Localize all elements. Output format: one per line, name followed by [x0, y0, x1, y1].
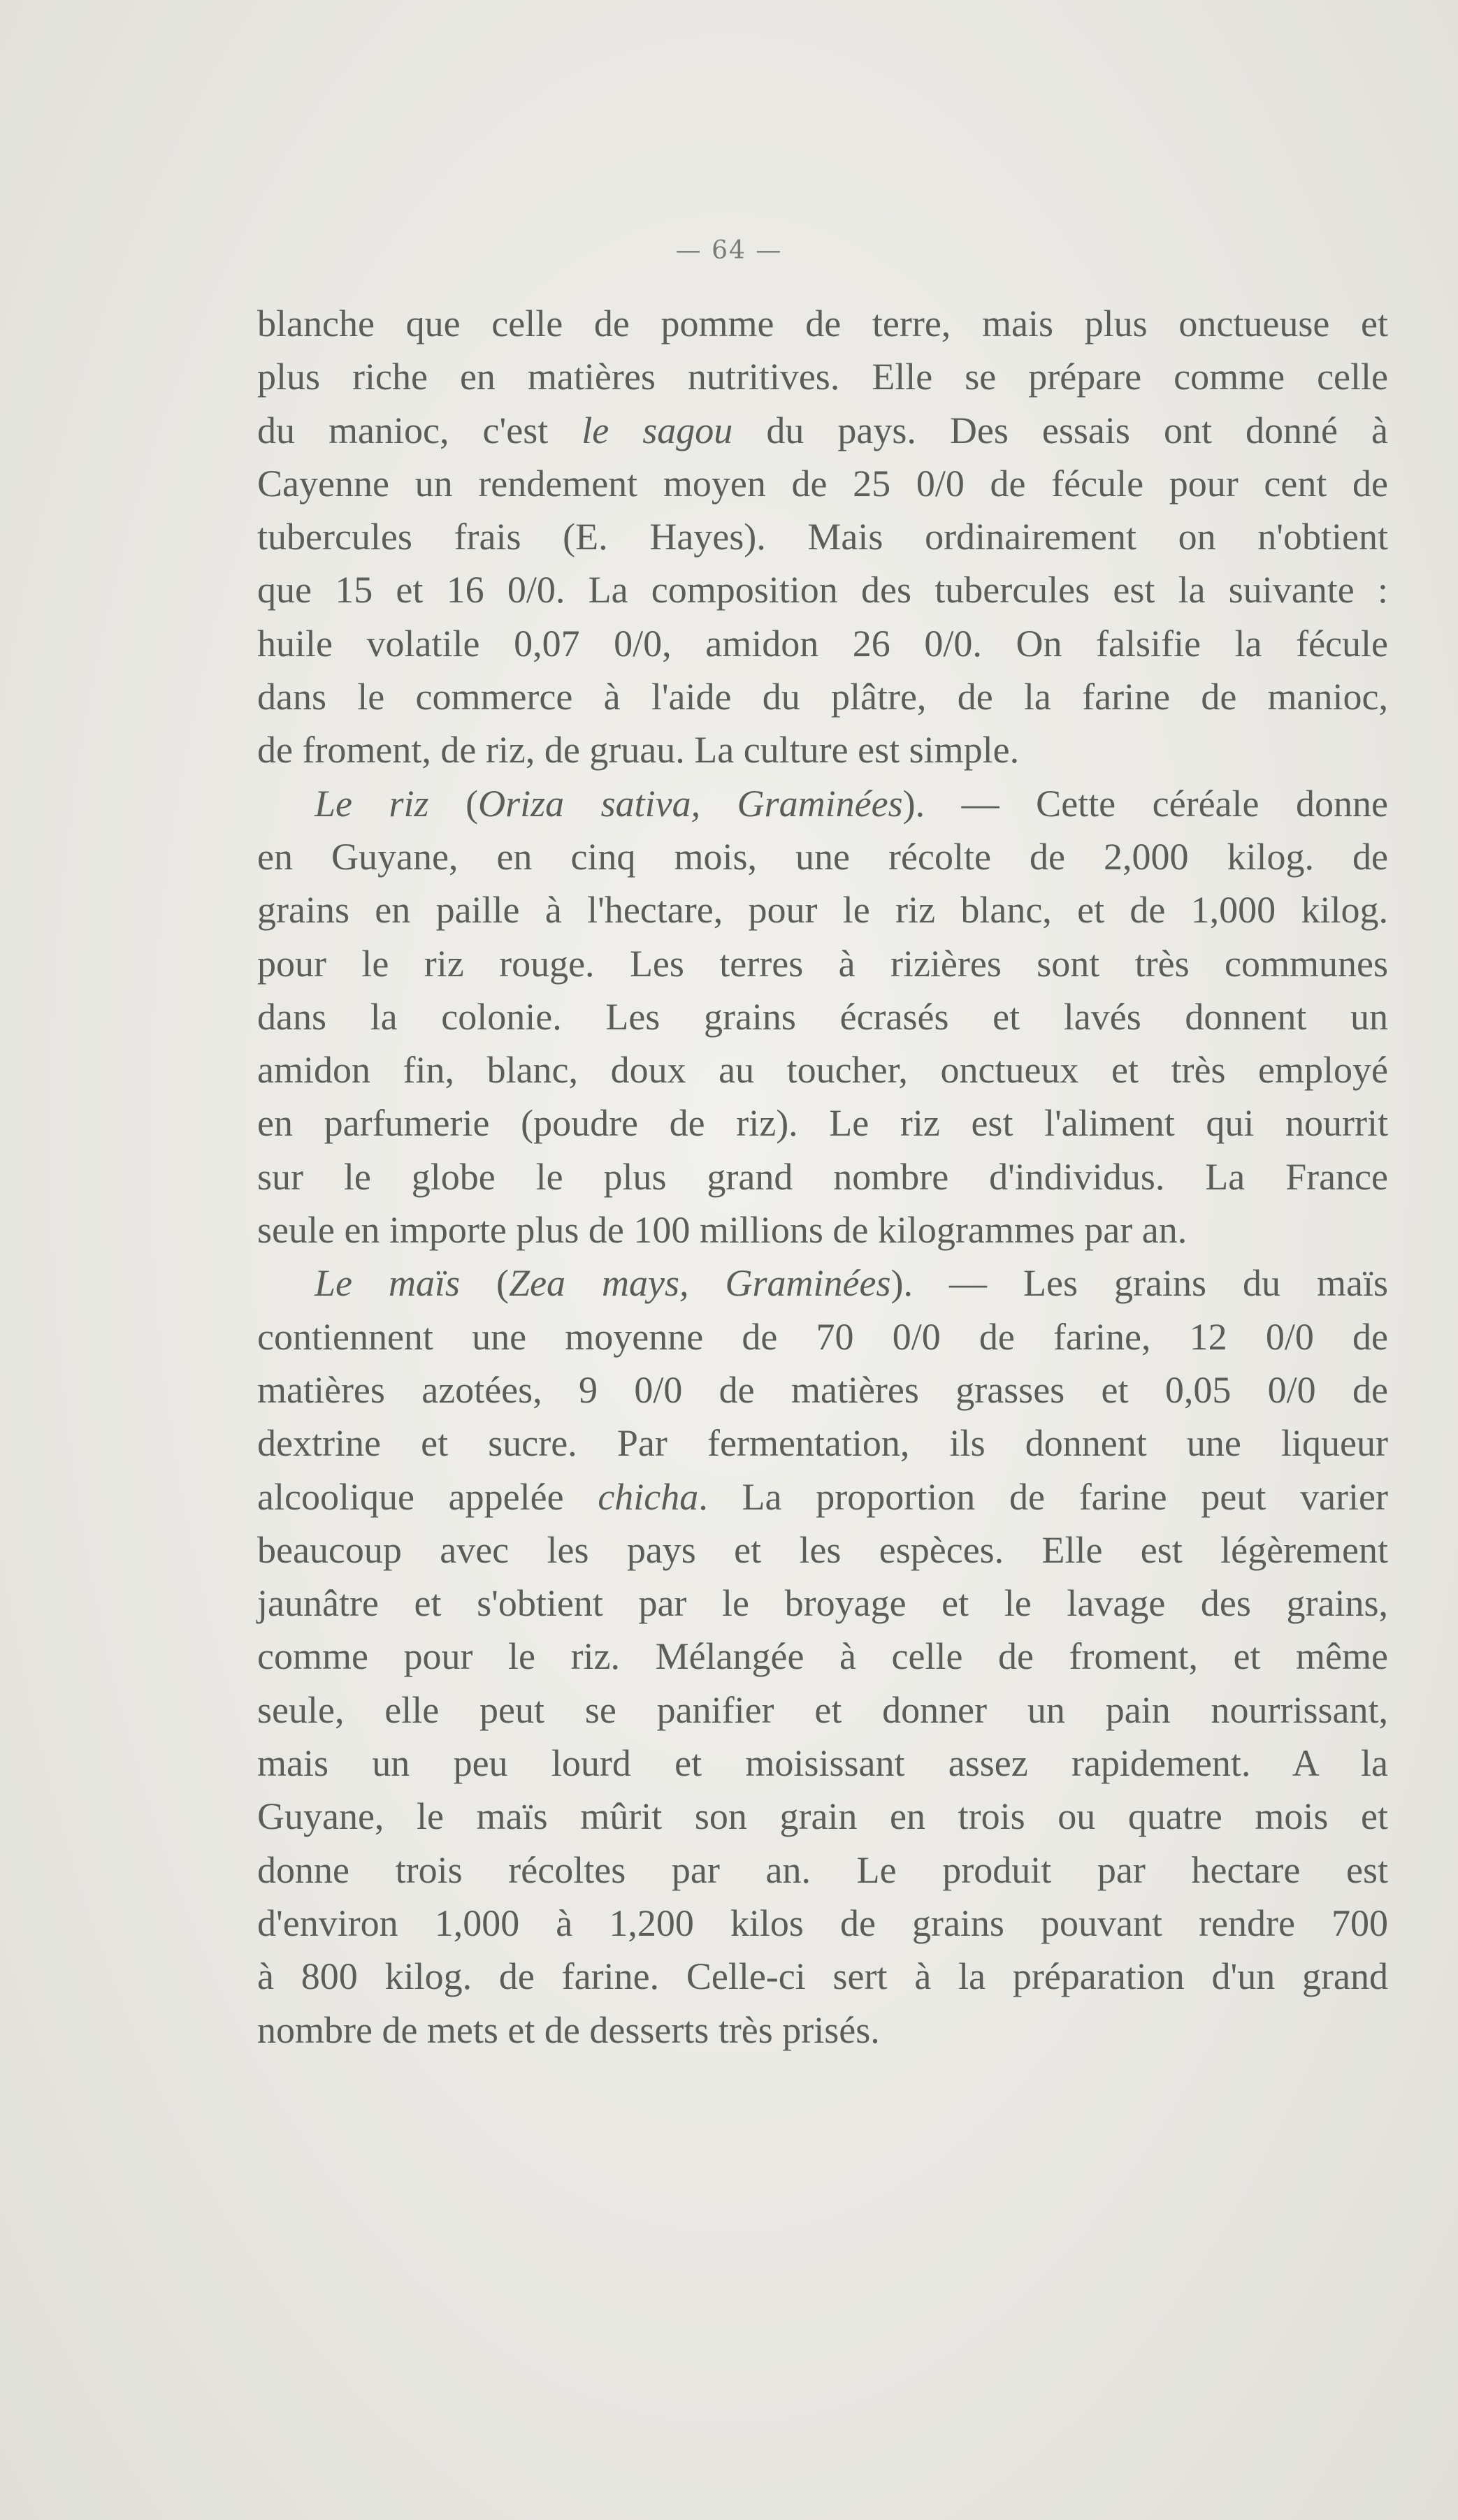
page-number: — 64 —: [675, 236, 783, 265]
text-line: [257, 617, 1388, 670]
text-line: [257, 1363, 1388, 1417]
text-line: [257, 1417, 1388, 1470]
text-run: huile volatile 0,07 0/0, amidon 26 0/0. On falsifie la fécule: [257, 622, 1388, 665]
text-line: [257, 1150, 1388, 1203]
text-line: [257, 1844, 1388, 1897]
text-run: d'environ 1,000 à 1,200 kilos de grains pouvant rendre 700: [257, 1902, 1388, 1944]
italic-text: Zea mays, Graminées: [509, 1262, 891, 1305]
text-line: [257, 883, 1388, 936]
text-line: [257, 1470, 1388, 1523]
text-run: comme pour le riz. Mélangée à celle de froment, et même: [257, 1635, 1388, 1678]
text-run: de froment, de riz, de gruau. La culture est simple.: [257, 729, 1020, 772]
text-run: amidon fin, blanc, doux au toucher, onctueux et très employé: [257, 1049, 1388, 1092]
text-run: nombre de mets et de desserts très prisés.: [257, 2008, 880, 2051]
text-run: ). — Cette céréale donne: [902, 782, 1388, 825]
text-run: seule, elle peut se panifier et donner un pain nourrissant,: [257, 1688, 1388, 1731]
text-line: [257, 670, 1388, 723]
italic-text: chicha: [598, 1475, 699, 1518]
text-line: [257, 510, 1388, 563]
text-run: en Guyane, en cinq mois, une récolte de 2,000 kilog. de: [257, 835, 1388, 878]
text-line: [257, 297, 1388, 350]
italic-text: Le riz: [315, 782, 429, 825]
text-run: (: [428, 782, 479, 825]
text-run: Guyane, le maïs mûrit son grain en trois ou quatre mois et: [257, 1795, 1388, 1838]
text-line: [257, 1630, 1388, 1683]
text-run: tubercules frais (E. Hayes). Mais ordinairement on n'obtient: [257, 516, 1388, 558]
text-run: plus riche en matières nutritives. Elle se prépare comme celle: [257, 356, 1388, 398]
text-run: en parfumerie (poudre de riz). Le riz est l'aliment qui nourrit: [257, 1102, 1388, 1145]
text-run: dans le commerce à l'aide du plâtre, de la farine de manioc,: [257, 676, 1388, 718]
text-line: [257, 563, 1388, 616]
text-line: [257, 723, 1388, 776]
text-run: grains en paille à l'hectare, pour le riz blanc, et de 1,000 kilog.: [257, 889, 1388, 932]
italic-text: le sagou: [582, 409, 733, 451]
text-line: [257, 1897, 1388, 1950]
text-line: [257, 1523, 1388, 1577]
text-line: [257, 1737, 1388, 1790]
text-run: à 800 kilog. de farine. Celle-ci sert à la préparation d'un grand: [257, 1955, 1388, 1998]
text-run: du manioc, c'est: [257, 409, 582, 451]
text-line: [257, 1310, 1388, 1363]
text-line: [257, 1257, 1388, 1310]
text-line: [257, 404, 1388, 457]
text-line: [257, 1096, 1388, 1150]
text-line: [257, 1790, 1388, 1843]
text-run: dextrine et sucre. Par fermentation, ils donnent une liqueur: [257, 1422, 1388, 1465]
text-line: [257, 350, 1388, 403]
text-run: seule en importe plus de 100 millions de kilogrammes par an.: [257, 1209, 1188, 1252]
text-line: [257, 2004, 1388, 2057]
text-line: [257, 457, 1388, 510]
text-run: du pays. Des essais ont donné à: [732, 409, 1388, 451]
text-line: [257, 777, 1388, 830]
text-line: [257, 1577, 1388, 1630]
text-run: blanche que celle de pomme de terre, mais plus onctueuse et: [257, 303, 1388, 345]
text-run: dans la colonie. Les grains écrasés et lavés donnent un: [257, 995, 1388, 1038]
text-run: pour le riz rouge. Les terres à rizières sont très communes: [257, 942, 1388, 985]
text-run: mais un peu lourd et moisissant assez rapidement. A la: [257, 1742, 1388, 1785]
text-line: [257, 1043, 1388, 1096]
text-line: [257, 937, 1388, 990]
text-run: Cayenne un rendement moyen de 25 0/0 de fécule pour cent de: [257, 462, 1388, 505]
text-line: [257, 1683, 1388, 1737]
text-run: alcoolique appelée: [257, 1475, 598, 1518]
text-run: (: [460, 1262, 510, 1305]
text-run: ). — Les grains du maïs: [890, 1262, 1388, 1305]
text-line: [257, 830, 1388, 883]
text-line: [257, 1950, 1388, 2003]
body-text: [257, 297, 1388, 2057]
text-run: beaucoup avec les pays et les espèces. Elle est légèrement: [257, 1528, 1388, 1571]
italic-text: Le maïs: [315, 1262, 461, 1305]
text-run: que 15 et 16 0/0. La composition des tubercules est la suivante :: [257, 569, 1388, 611]
text-run: matières azotées, 9 0/0 de matières grasses et 0,05 0/0 de: [257, 1368, 1388, 1411]
text-run: . La proportion de farine peut varier: [698, 1475, 1388, 1518]
text-line: [257, 1203, 1388, 1257]
italic-text: Oriza sativa, Graminées: [478, 782, 903, 825]
text-line: [257, 990, 1388, 1043]
text-run: contiennent une moyenne de 70 0/0 de farine, 12 0/0 de: [257, 1315, 1388, 1358]
text-run: jaunâtre et s'obtient par le broyage et le lavage des grains,: [257, 1582, 1388, 1625]
text-run: sur le globe le plus grand nombre d'individus. La France: [257, 1155, 1388, 1198]
text-run: donne trois récoltes par an. Le produit par hectare est: [257, 1848, 1388, 1891]
